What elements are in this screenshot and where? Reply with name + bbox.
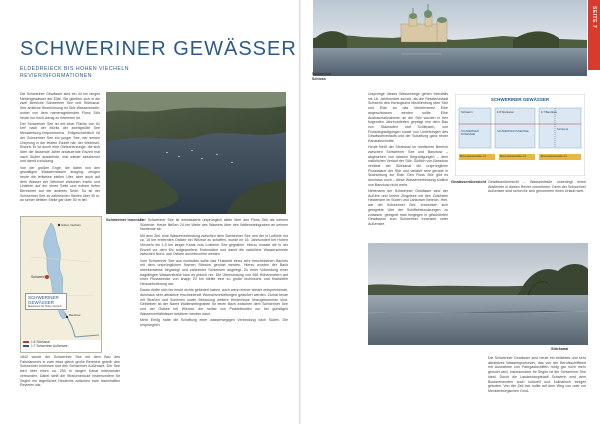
lake-caption: Störkanal	[551, 347, 569, 351]
diagram-label: Binnenwasserstraße 2.6	[541, 155, 567, 158]
page-tab: SEITE 7	[588, 0, 600, 70]
map-legend	[20, 340, 102, 353]
left-column-1	[20, 92, 100, 205]
diagram-label: SCHWERINER BUSENSEE	[461, 130, 479, 136]
left-column-2	[140, 218, 288, 329]
map-place-banzkow: Banzkow	[69, 313, 81, 317]
paragraph: Gewässerübersicht – Wasserstraße unbedingt einen Abstecher in diesen Revier vornehmen. Denn der Schweriner Außensee sind schon für sich genommen einen Urlaub wert.	[488, 180, 586, 194]
caption-line: Schloss	[312, 76, 326, 81]
castle-photo	[313, 0, 587, 76]
map-title-sub: Eldedreieck bis Hohen Viecheln	[28, 305, 62, 308]
paragraph: Heute fließt der Störkanal im nördlichen Bereich zwischen Schweriner See und Banzkow – abgesehen von starken Begradigungen – dem natürlichen Verlauf der Stör. Südlich von Banzkow verlässt der Störkanal die ursprüngliche Flusstalaue der Stör und verläuft sehr gerade in Südrichtung zur Elde. Den Fluss Stör gibt es durchaus noch – diese Wasserverbindung südlich von Banzkow nicht mehr.	[368, 145, 448, 187]
page-subtitle: ELDEDREIECK BIS HOHEN VIECHELN REVIERINFORMATIONEN	[20, 66, 129, 79]
diagram-label: Binnenwasserstraße 2.6	[500, 155, 526, 158]
diagram-label: 1:8 Störkanal	[497, 110, 514, 114]
paragraph: Daran dürfte sich bis heute nichts geändert haben, auch wenn immer wieder entsprechende, durchaus sehr attraktive erscheinende Wunschvorstellungen geäußert werden. Zumal heute mit Straßen und Schienen sowie Bebauung weitere Hindernisse hinzugekommen sind. Gebleiben ist der Name Wallensteingraben für einen Bach zwischen dem Schweriner See und der Ostsee bei Wismar, der selbst von Paddelbooten nur bei günstigen Wasserverhältnissen befahren werden kann.	[140, 288, 288, 316]
right-column-1	[368, 92, 448, 228]
paragraph: Der Schweriner See ist entwässerte ursprünglich allein über den Fluss Stör als seinem Südende. Heute fließen 24 km Weite des Wassers über den Wallensteingraben an seinem Nordende ab.	[140, 218, 288, 232]
diagram-label: Binnenwasserstraße 2.6	[460, 155, 486, 158]
paragraph: 1842 wurde der Schweriner See mit dem Bau des Fahrdammes in zwei etwa gleich große Bereiche geteilt: den Schweriner Innensee und den Schweriner Außensee. Der See wird über einen ca. 250 m langen Kanal miteinander verbunden. Dabei stellt die Straßenbrücke insbesondere für Segler ein ärgerliches Hindernis zwischen zwei traumhaften Revieren dar.	[20, 355, 120, 388]
paragraph: Die Schweriner Gewässer sind heute ein beliebtes und sehr attraktives Wassersportrevier, das von der Berufsschifffahrt mit Ausnahme von Fahrgastschiffen ruhig gar nicht mehr genutzt wird. Insbesondere für Segler ist der Schweriner See ideal. Durch die Landeshauptstadt Schwerin wird dem Bootsreisenden auch kulturell und kulinarisch einiges geboten. Von der Zeit hat, sollte auf dem Weg von oder zur Mecklenburgischen Groß-	[488, 356, 586, 393]
right-column-2	[488, 180, 586, 196]
overview-map	[20, 216, 102, 342]
page-title: SCHWERINER GEWÄSSER	[20, 38, 297, 60]
paragraph: Mehr Erfolg hatte die Schaffung einer wasserwegigen Verbindung nach Süden. Die ursprünglich	[140, 318, 288, 327]
map-place-schwerin: Schwerin	[31, 275, 46, 279]
paragraph: Die Schweriner Gewässer sind ein 44 km langes Nebengewässer der Elde. Sie gliedern sich in die zwei Bereiche Schweriner See und Störkanal. Ihre amtliche Bezeichnung ist Stör-Wasserstraße, wobei von dem namensgebenden Fluss Stör heute nur noch wenig zu erkennen ist.	[20, 92, 100, 120]
waterway-diagram	[455, 94, 585, 176]
lake-photo	[368, 243, 588, 345]
left-column-bottom	[20, 355, 120, 389]
map-title-box	[25, 293, 67, 310]
paragraph: Ursprünge dieses Wasserwegs gehen ebenfalls ins 16. Jahrhundert zurück, als die Residenzstadt Schwerin des Herzogtums Mecklenburg über Stör und Elde an das Verkehrsnetz Elbe angeschlossen werden sollte. Elbe Ausbaumaßnahmen an der Stör wurden in den folgenden Jahrhunderten geprägt von dem Bau von Staustufen und Schleusen, von Flussbegradigungen sowie von Umleitungen des Gewässerverlaufs und der Schaffung ganz neuer Kanalabschnitte.	[368, 92, 448, 144]
paragraph: Der Schweriner See ist mit einer Fläche von 61 km² nach der Müritz der zweitgrößte See Mecklenburg-Vorpommerns. Erdgeschichtlich ist der Schweriner See ein junger See, der seinen Ursprung in der letzten Eiszeit hat, der Weichsel-Eiszeit. Er ist durch eine Gletscherzunge, die sich über die tausende Jahre andauernde Eiszeit mal nach Süden ausdehnte, mal wieder abschmolz und damit zurückzog.	[20, 121, 100, 164]
paragraph: Nebenarm der Schweriner Gewässer sind der Außere und Innere Ziegelsee mit den Zufahrten Heidensee im Süden und Lankower Bereich. Hier, wie der Schweriner See, erstrecken sich geeignete Ufer der Schiffahrtsnutzungen zu zulassen, geeignet man hingegen in geschützten Gewässern zum Schweriner Innensee unter Außensee.	[368, 189, 448, 226]
legend-item: 1:8 Störkanal	[21, 340, 101, 344]
diagram-title: SCHWERINER GEWÄSSER	[490, 97, 550, 102]
caption-line: Schweriner	[312, 72, 332, 76]
paragraph: Mit dem Ziel, eine Wasserverbindung zwischen dem Schweriner See und der in Luftlinie nur ca. 15 km entfernten Ostsee bei Wismar zu schaffen, wurde im 16. Jahrhundert bei Hohen Viecheln ein 1,5 km langer Kanal zum Lostener See gegraben. Hierzu musste die in der Eiszeit vor dem Eis aufgeworfene Endmoräne und damit die natürliche Wasserscheide zwischen Nord- und Ostsee durchbrochen werden.	[140, 233, 288, 257]
right-column-3	[488, 356, 586, 395]
castle-caption	[312, 72, 331, 81]
paragraph: Von der großen Enge, die dabei von den gewaltigen Wassermassen ausging, zeugen heute die teilweise steilen Ufer, aber auch auf dem Wasser der Wechsel zwischen Inseln und Untiefen auf der einen Seite und extrem tiefen Bereichen auf der anderen Seite. So ist der Schweriner See zu zahlreichen Stellen über 30 m, an seiner tiefsten Stelle gar über 50 m tief.	[20, 165, 100, 203]
diagram-label: Störkanal	[557, 128, 568, 131]
diagram-label: SCHWERINER INNENSEE	[497, 130, 529, 133]
aerial-photo	[106, 92, 286, 214]
diagram-label: 1:7 Banzkow	[541, 110, 558, 114]
map-place-hohen-viecheln: Hohen Viecheln	[61, 223, 81, 227]
map-title-line2: GEWÄSSER	[28, 300, 55, 305]
diagram-caption: Gewässerübersicht	[451, 180, 487, 184]
map-title-line1: SCHWERINER	[28, 295, 59, 300]
paragraph: Vom Schweriner See aus nordwärts sollte das Flussbett eines sehr bescheidenen Baches mit dem ursprünglichen Namen Stiesow genutzt werden. Hierzu wurden der Bach streckenweise begradigt und zahlreiche Schleusen angelegt. Zu einer Vollendung einer tragfähigen Wasserstraße kam es jedoch nie. Die Überwindung von 558 Höhenmetern auf einer Flussstrecke von knapp 20 km stellte eine zu große technische und finanzielle Herausforderung dar.	[140, 258, 288, 287]
aerial-caption: Schweriner Innensee	[106, 218, 144, 222]
diagram-label: Schwerin	[461, 110, 473, 114]
legend-item: 1:7 Schweriner Außensee	[21, 344, 101, 348]
left-page	[0, 0, 299, 424]
